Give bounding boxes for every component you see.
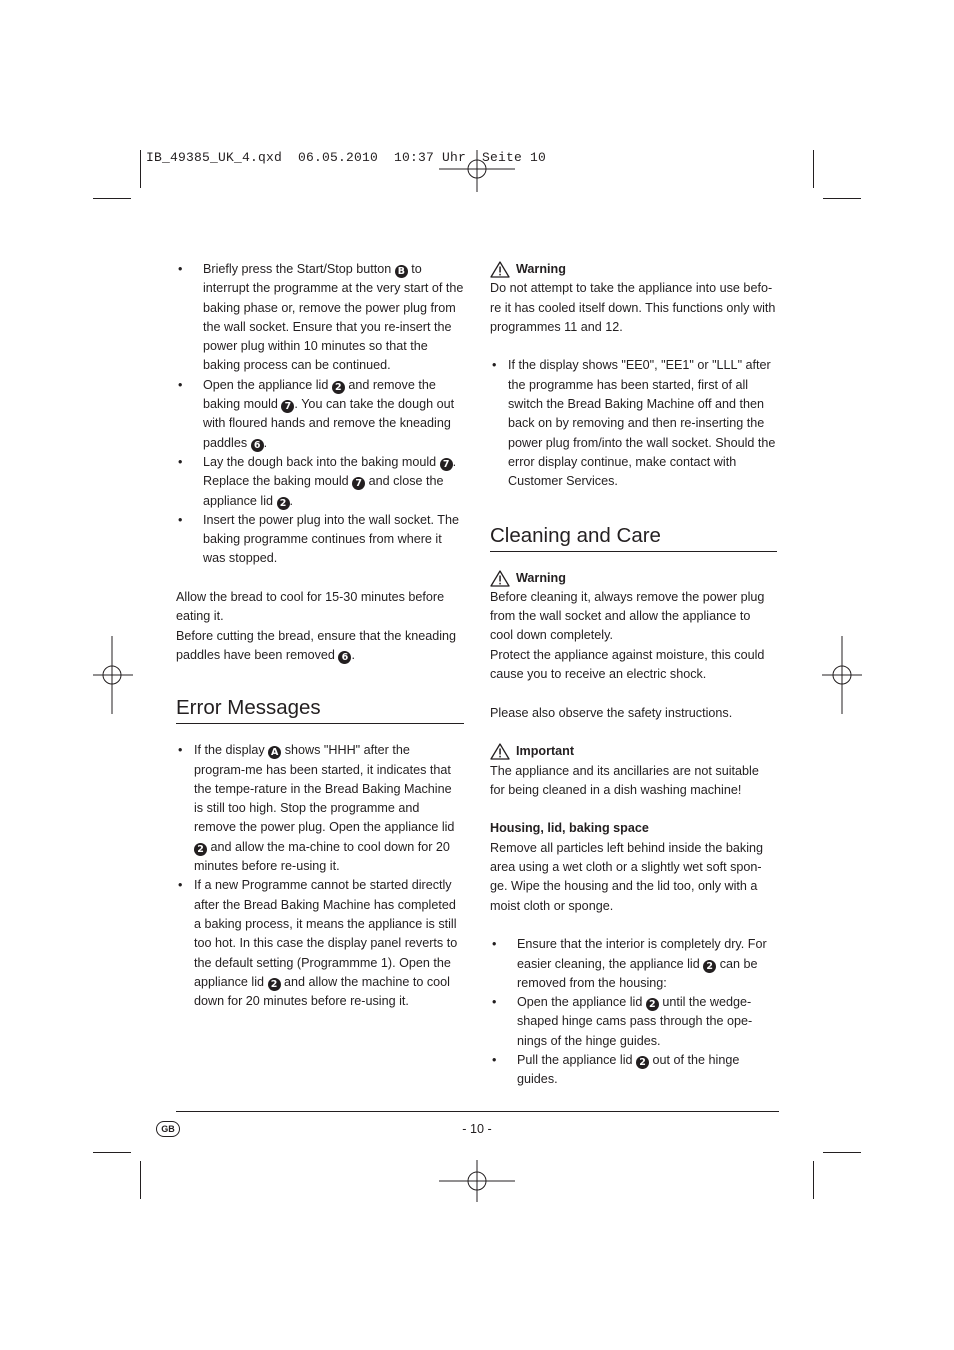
list-item: • Briefly press the Start/Stop button B to interrupt the programme at the very start of the baking phase or, remove the power plug from the wall socket. Ensure that you re-insert the power plug within 10 minutes so that the baking process can be continued. <box>176 260 464 376</box>
error-messages-list <box>176 741 464 1011</box>
display-errors-list <box>490 356 777 491</box>
reference-marker-icon: 7 <box>281 400 294 413</box>
list-item: • If the display shows "EE0", "EE1" or "LLL" after the programme has been started, first of all switch the Bread Baking Machine off and then back on by removing and then re-inserting the power plug from/into the wall socket. Should the error display continue, make contact with Customer Services. <box>490 356 777 491</box>
important-title: Important <box>516 744 575 759</box>
reference-marker-icon: 2 <box>646 998 659 1011</box>
footer-rule <box>176 1111 779 1112</box>
safety-note: Please also observe the safety instructions. <box>490 705 733 720</box>
warning-text: Before cleaning it, always remove the power plug from the wall socket and allow the appliance to cool down completely. <box>490 589 765 643</box>
cooling-instruction: Allow the bread to cool for 15-30 minutes before eating it. <box>176 590 445 624</box>
reference-marker-icon: 2 <box>636 1056 649 1069</box>
crop-mark <box>813 150 814 188</box>
crop-mark <box>823 198 861 199</box>
reference-marker-icon: 7 <box>440 458 453 471</box>
reference-marker-icon: 2 <box>332 381 345 394</box>
crop-mark <box>93 1152 131 1153</box>
reference-marker-icon: 2 <box>194 843 207 856</box>
warning-heading <box>490 260 777 279</box>
list-item: • Open the appliance lid 2 and remove the baking mould 7 . You can take the dough out with floured hands and remove the kneading paddles 6 . <box>176 376 464 453</box>
list-item: • If the display A shows "HHH" after the program-me has been started, it indicates that the tempe-rature in the Bread Baking Machine is still too high. Stop the programme and remove the power plug. Open the appliance lid 2 and allow the ma-chine to cool down for 20 minutes before re-using it. <box>176 741 464 876</box>
warning-title: Warning <box>516 262 566 276</box>
list-item: • Insert the power plug into the wall socket. The baking programme continues from where it was stopped. <box>176 511 464 569</box>
housing-subheading: Housing, lid, baking space <box>490 821 649 836</box>
left-column <box>176 260 464 1011</box>
reference-marker-icon: 6 <box>338 651 351 664</box>
resume-steps-list <box>176 260 464 569</box>
housing-text: Remove all particles left behind inside the baking area using a wet cloth or a slightly wet soft spon-ge. Wipe the housing and the lid too, only with a moist cloth or sponge. <box>490 840 764 913</box>
right-column <box>490 260 777 1090</box>
lid-removal-list <box>490 935 777 1089</box>
country-badge: GB <box>156 1121 180 1137</box>
crop-mark <box>140 150 141 188</box>
warning-triangle-icon <box>490 261 510 278</box>
registration-mark-left <box>93 636 133 714</box>
cleaning-care-heading: Cleaning and Care <box>490 523 777 552</box>
reference-marker-icon: 2 <box>277 497 290 510</box>
registration-mark-right <box>822 636 862 714</box>
warning-triangle-icon <box>490 570 510 587</box>
list-item: • Lay the dough back into the baking mould 7 . Replace the baking mould 7 and close the appliance lid 2 . <box>176 453 464 511</box>
reference-marker-icon: B <box>395 265 408 278</box>
list-item: • Ensure that the interior is completely dry. For easier cleaning, the appliance lid 2 can be removed from the housing: <box>490 935 777 993</box>
print-slug: IB_49385_UK_4.qxd 06.05.2010 10:37 Uhr Seite 10 <box>146 150 547 165</box>
crop-mark <box>813 1161 814 1199</box>
warning-title: Warning <box>516 570 566 585</box>
reference-marker-icon: 2 <box>703 960 716 973</box>
crop-mark <box>823 1152 861 1153</box>
reference-marker-icon: 6 <box>251 439 264 452</box>
reference-marker-icon: A <box>268 746 281 759</box>
important-text: The appliance and its ancillaries are not suitable for being cleaned in a dish washing machine! <box>490 763 759 797</box>
warning-triangle-icon <box>490 743 510 760</box>
warning-heading <box>490 569 777 588</box>
list-item: • Pull the appliance lid 2 out of the hinge guides. <box>490 1051 777 1090</box>
warning-text: Protect the appliance against moisture, this could cause you to receive an electric shock. <box>490 647 765 682</box>
reference-marker-icon: 7 <box>352 477 365 490</box>
error-messages-heading: Error Messages <box>176 695 464 724</box>
registration-mark-bottom <box>437 1160 517 1202</box>
important-heading <box>490 742 777 761</box>
crop-mark <box>93 198 131 199</box>
reference-marker-icon: 2 <box>268 978 281 991</box>
list-item: • Open the appliance lid 2 until the wedge-shaped hinge cams pass through the ope-nings of the hinge guides. <box>490 993 777 1051</box>
page-number: - 10 - <box>462 1122 492 1136</box>
crop-mark <box>140 1161 141 1199</box>
warning-text: Do not attempt to take the appliance into use befo-re it has cooled itself down. This functions only with programmes 11 and 12. <box>490 281 776 334</box>
cutting-instruction: Before cutting the bread, ensure that the kneading paddles have been removed 6 . <box>176 628 457 663</box>
list-item: • If a new Programme cannot be started directly after the Bread Baking Machine has completed a baking process, it means the appliance is still too hot. In this case the display panel reverts to the default setting (Programmme 1). Open the appliance lid 2 and allow the machine to cool down for 20 minutes before re-using it. <box>176 876 464 1011</box>
